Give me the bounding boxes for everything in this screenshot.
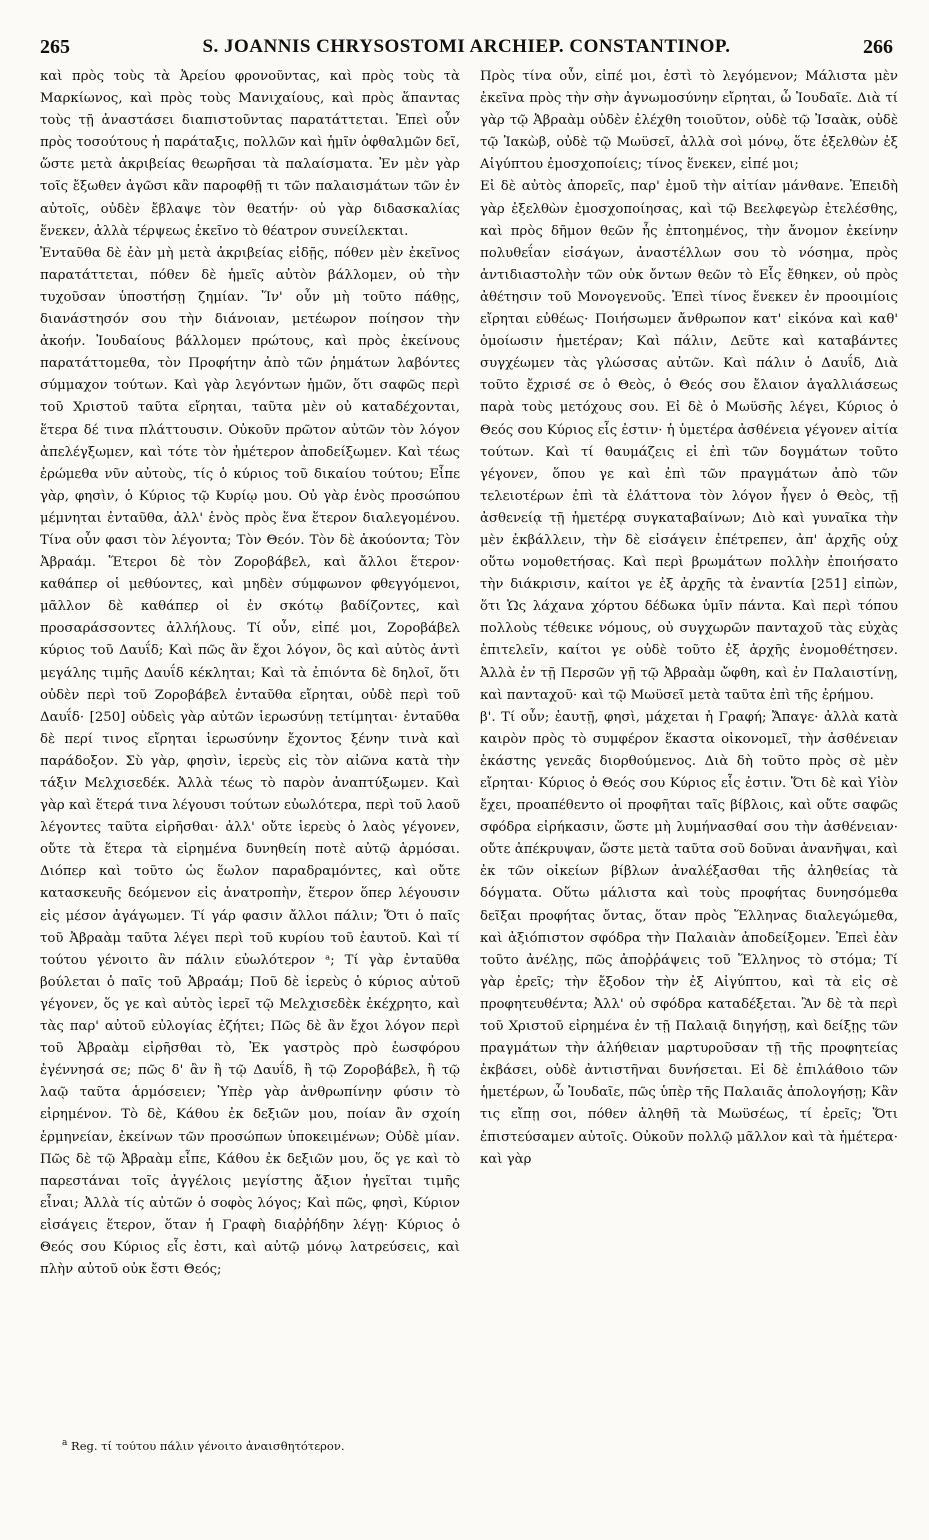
page-header	[40, 36, 893, 62]
footnote-text: Reg. τί τούτου πάλιν γένοιτο ἀναισθητότερον.	[71, 1438, 345, 1453]
left-paragraph-1: καὶ πρὸς τοὺς τὰ Ἀρείου φρονοῦντας, καὶ πρὸς τοὺς τὰ Μαρκίωνος, καὶ πρὸς τοὺς Μανιχαίους, καὶ πρὸς ἅπαντας τοὺς τῇ ἀναστάσει διαπιστοῦντας παρατάττεται. Ἐπεὶ οὖν πρὸς τοσούτους ἡ παράταξις, πολλῶν καὶ ἡμῖν ὀφθαλμῶν δεῖ, ὥστε μετὰ ἀκριβείας θεωρῆσαι τὰ παλαίσματα. Ἐν μὲν γὰρ τοῖς ἔξωθεν ἀγῶσι κἂν παροφθῇ τι τῶν παλαισμάτων τῶν ἐν αὐτοῖς, οὐδὲν ἔβλαψε τὸν θεατήν· οὐ γὰρ διδασκαλίας ἕνεκεν, ἀλλὰ τέρψεως ἐκεῖνο τὸ θέατρον συνείλεκται.	[40, 69, 460, 239]
right-paragraph-2: Εἰ δὲ αὐτὸς ἀπορεῖς, παρ' ἐμοῦ τὴν αἰτίαν μάνθανε. Ἐπειδὴ γὰρ ἐξελθὼν ἐμοσχοποίησας, καὶ τῷ Βεελφεγὼρ ἐτελέσθης, καὶ πρὸς δῆμον θεῶν ἧς ἐπτοημένος, τὴν ἄνομον ἐκείνην πολυθεΐαν εἰσάγων, ἀναστέλλων σου τὸ νόσημα, πρὸς ἀντιδιαστολὴν τῶν οὐκ ὄντων θεῶν τὸ Εἷς ἔθηκεν, οὐ πρὸς ἀθέτησιν τοῦ Μονογενοῦς. Ἐπεὶ τίνος ἕνεκεν ἐν προοιμίοις εἴρηται εὐθέως· Ποιήσωμεν ἄνθρωπον κατ' εἰκόνα καὶ καθ' ὁμοίωσιν ἡμετέραν; Καὶ πάλιν, Δεῦτε καὶ καταβάντες συγχέωμεν τὰς γλώσσας αὐτῶν. Καὶ πάλιν ὁ Δαυΐδ, Διὰ τοῦτο ἔχρισέ σε ὁ Θεὸς, ὁ Θεός σου ἔλαιον ἀγαλλιάσεως παρὰ τοὺς μετόχους σου. Εἰ δὲ ὁ Μωϋσῆς λέγει, Κύριος ὁ Θεός σου Κύριος εἷς ἐστιν· ἡ ὑμετέρα ἀσθένεια γέγονεν αἰτία τούτων. Καὶ τί θαυμάζεις εἰ ἐπὶ τῶν δογμάτων τοῦτο γέγονεν, ὅπου γε καὶ ἐπὶ τῶν πραγμάτων ἀπὸ τῶν τελειοτέρων ἐπὶ τὰ ἐλάττονα τὸν λόγον ἦγεν ὁ Θεὸς, τῇ ἀσθενείᾳ τῇ ἡμετέρᾳ συγκαταβαίνων; Διὸ καὶ γυναῖκα τὴν μὲν ἐκβάλλειν, τὴν δὲ εἰσάγειν ἐπέτρεπεν, ἀπ' ἀρχῆς οὐχ οὕτω νομοθετήσας. Καὶ περὶ βρωμάτων πολλὴν ἐποιήσατο τὴν διάκρισιν, καίτοι γε ἐξ ἀρχῆς τὰ ἐναντία [251] εἰπὼν, ὅτι Ὡς λάχανα χόρτου δέδωκα ὑμῖν πάντα. Καὶ περὶ τόπου πολλοὺς τέθεικε νόμους, οὐ συγχωρῶν πανταχοῦ τὰς εὐχὰς ἐπιτελεῖν, καίτοι γε οὐδὲ τοῦτο ἐξ ἀρχῆς ἐνομοθέτησεν. Ἀλλὰ ἐν τῇ Περσῶν γῇ τῷ Ἀβραὰμ ὤφθη, καὶ ἐν Παλαιστίνῃ, καὶ πανταχοῦ· καὶ τῷ Μωϋσεῖ μετὰ ταῦτα ἐπὶ τῆς ἐρήμου.	[480, 179, 898, 703]
right-paragraph-1: Πρὸς τίνα οὖν, εἰπέ μοι, ἐστὶ τὸ λεγόμενον; Μάλιστα μὲν ἐκεῖνα πρὸς τὴν σὴν ἀγνωμοσύνην εἴρηται, ὦ Ἰουδαῖε. Διὰ τί γὰρ τῷ Ἀβραὰμ οὐδὲν ἐλέχθη τοιοῦτον, οὐδὲ τῷ Ἰσαὰκ, οὐδὲ τῷ Ἰακὼβ, οὐδὲ τῷ Μωϋσεῖ, ἀλλὰ σοὶ μόνῳ, ὅτε ἐξελθὼν ἐξ Αἰγύπτου ἐμοσχοποίεις; τίνος ἕνεκεν, εἰπέ μοι;	[480, 69, 898, 173]
right-paragraph-3: β'. Τί οὖν; ἑαυτῇ, φησὶ, μάχεται ἡ Γραφή; Ἄπαγε· ἀλλὰ κατὰ καιρὸν πρὸς τὸ συμφέρον ἕκαστα οἰκονομεῖ, τὴν ἀσθένειαν ἑκάστης γενεᾶς διορθούμενος. Διὰ δὴ τοῦτο πρὸς σὲ μὲν εἴρηται· Κύριος ὁ Θεός σου Κύριος εἷς ἐστιν. Ὅτι δὲ καὶ Υἱὸν ἔχει, προαπέθεντο οἱ προφῆται ταῖς βίβλοις, καὶ οὔτε σαφῶς σφόδρα εἰρήκασιν, ὥστε μὴ λυμήνασθαί σου τὴν ἀσθένειαν· οὔτε ἀπέκρυψαν, ὥστε μετὰ ταῦτα σοῦ δοῦναι ἀνανῆψαι, καὶ ἐκ τῶν οἰκείων βίβλων ἀναλέξασθαι τῆς ἀληθείας τὰ δόγματα. Οὕτω μάλιστα καὶ τοὺς προφήτας δυνησόμεθα δεῖξαι προφήτας ὄντας, ὅταν πρὸς Ἕλληνας διαλεγώμεθα, καὶ ἀξιόπιστον σφόδρα τὴν Παλαιὰν ἀποδείξομεν. Ἐπεὶ ἐὰν τοῦτο ἀνέλῃς, πῶς ἀποῤῥάψεις τοῦ Ἕλληνος τὸ στόμα; Τί γὰρ ἐρεῖς; τὴν ἔξοδον τὴν ἐξ Αἰγύπτου, καὶ τὰ εἰς σὲ προφητευθέντα; Ἀλλ' οὐ σφόδρα καταδέξεται. Ἂν δὲ τὰ περὶ τοῦ Χριστοῦ εἰρημένα ἐν τῇ Παλαιᾷ διηγήσῃ, καὶ δείξῃς τῶν πραγμάτων τὴν ἀλήθειαν μαρτυροῦσαν τῇ τῆς προφητείας ἐκβάσει, οὐδὲ ἀντιστῆναι δυνήσεται. Εἰ δὲ ἐπιλάθοιο τῶν ἡμετέρων, ὦ Ἰουδαῖε, πῶς ὑπὲρ τῆς Παλαιᾶς ἀπολογήσῃ; Κἂν τις εἴπῃ σοι, πόθεν ἀληθῆ τὰ Μωϋσέως, τί ἐρεῖς; Ὅτι ἐπιστεύσαμεν αὐτοῖς. Οὐκοῦν πολλῷ μᾶλλον καὶ τὰ ἡμέτερα· καὶ γὰρ	[480, 709, 898, 1167]
page-number-right: 266	[863, 36, 893, 58]
footnote	[62, 1435, 462, 1454]
left-paragraph-2: Ἐνταῦθα δὲ ἐὰν μὴ μετὰ ἀκριβείας εἰδῇς, πόθεν μὲν ἐκεῖνος παρατάττεται, πόθεν δὲ ἡμεῖς αὐτὸν βάλλομεν, οὐ τὴν τυχοῦσαν ὑποστήσῃ ζημίαν. Ἵν' οὖν μὴ τοῦτο πάθῃς, διανάστησόν σου τὴν διάνοιαν, μετέωρον ποίησον τὴν ἀκοήν. Ἰουδαίους βάλλομεν πρώτους, καὶ πρὸς ἐκείνους παρατάττομεθα, τὸν Προφήτην ἀπὸ τῶν ῥημάτων λαβόντες σύμμαχον τούτων. Καὶ γὰρ λεγόντων ἡμῶν, ὅτι σαφῶς περὶ τοῦ Χριστοῦ ταῦτα εἴρηται, ταῦτα μὲν οὐ καταδέχονται, ἕτερα δέ τινα πλάττουσιν. Οὐκοῦν πρῶτον αὐτῶν τὸν λόγον ἀπελέγξωμεν, καὶ τότε τὸν ἡμέτερον ἀποδείξωμεν. Καὶ τέως ἐρώμεθα νῦν αὐτοὺς, τίς ὁ κύριος τοῦ δικαίου τούτου; Εἶπε γὰρ, φησὶν, ὁ Κύριος τῷ Κυρίῳ μου. Οὐ γὰρ ἑνὸς προσώπου μέμνηται ἐνταῦθα, ἀλλ' ἑνὸς πρὸς ἕνα ἕτερον διαλεγομένου. Τίνα οὖν φασι τὸν λέγοντα; Τὸν Θεόν. Τὸν δὲ ἀκούοντα; Τὸν Ἀβραάμ. Ἕτεροι δὲ τὸν Ζοροβάβελ, καὶ ἄλλοι ἕτερον· καθάπερ οἱ μεθύοντες, καὶ μηδὲν σύμφωνον φθεγγόμενοι, μᾶλλον δὲ καθάπερ οἱ ἐν σκότῳ βαδίζοντες, καὶ προσαράσσοντες ἀλλήλους. Τί οὖν, εἰπέ μοι, Ζοροβάβελ κύριος τοῦ Δαυΐδ; Καὶ πῶς ἂν ἔχοι λόγον, ὃς καὶ αὐτὸς ἀντὶ μεγάλης τιμῆς Δαυΐδ κέκληται; Καὶ τὰ ἐπιόντα δὲ δηλοῖ, ὅτι οὐδὲν περὶ τοῦ Ζοροβάβελ ἐνταῦθα εἴρηται, οὐδὲ περὶ τοῦ Δαυΐδ· [250] οὐδεὶς γὰρ αὐτῶν ἱερωσύνῃ τετίμηται· ἐνταῦθα δὲ περί τινος εἴρηται ἱερωσύνην ἔχοντος ξένην τινὰ καὶ παράδοξον. Σὺ γὰρ, φησὶν, ἱερεὺς εἰς τὸν αἰῶνα κατὰ τὴν τάξιν Μελχισεδέκ. Ἀλλὰ τέως τὸ παρὸν ἀναπτύξωμεν. Καὶ γὰρ καὶ ἕτερά τινα λέγουσι τούτων εὐωλότερα, περὶ τοῦ λαοῦ λέγοντες ταῦτα εἰρῆσθαι· ἀλλ' οὔτε ἱερεὺς ὁ λαὸς γέγονεν, οὔτε τὰ ἕτερα τὰ εἰρημένα δυνηθείη ποτὲ αὐτῷ ἁρμόσαι. Διόπερ καὶ τοῦτο ὡς ἕωλον παραδραμόντες, καὶ οὔτε κατασκευῆς δεόμενον εἰς ἀνατροπὴν, ἕτερον ὅπερ λέγουσιν εἰς μέσον ἀγάγωμεν. Τί γάρ φασιν ἄλλοι πάλιν; Ὅτι ὁ παῖς τοῦ Ἀβραὰμ ταῦτα λέγει περὶ τοῦ κυρίου τοῦ ἑαυτοῦ. Καὶ τί τούτου γένοιτο ἂν πάλιν εὐωλότερον ᵃ; Τί γὰρ ἐνταῦθα βούλεται ὁ παῖς τοῦ Ἀβραάμ; Ποῦ δὲ ἱερεὺς ὁ κύριος αὐτοῦ γέγονεν, ὅς γε καὶ αὐτὸς ἱερεῖ τῷ Μελχισεδὲκ ἐκέχρητο, καὶ τὰς παρ' αὐτοῦ εὐλογίας ἐζήτει; Πῶς δὲ ἂν ἔχοι λόγον περὶ τοῦ Ἀβραὰμ εἰρῆσθαι τὸ, Ἐκ γαστρὸς πρὸ ἑωσφόρου ἐγέννησά σε; πῶς δ' ἂν ἢ τῷ Δαυΐδ, ἢ τῷ Ζοροβάβελ, ἢ τῷ λαῷ ταῦτα ἁρμόσειεν; Ὑπὲρ γὰρ ἀνθρωπίνην φύσιν τὸ εἰρημένον. Τὸ δὲ, Κάθου ἐκ δεξιῶν μου, ποίαν ἂν σχοίη ἑρμηνείαν, ἐκείνων τῶν προσώπων ὑποκειμένων; Οὐδὲ μίαν. Πῶς δὲ τῷ Ἀβραὰμ εἶπε, Κάθου ἐκ δεξιῶν μου, ὅς γε καὶ τὸ παρεστάναι τοῖς ἀγγέλοις μεγίστης ἄξιον ἡγεῖται τιμῆς εἶναι; Ἀλλὰ τίς αὐτῶν ὁ σοφὸς λόγος; Καὶ πῶς, φησὶ, Κύριον εἰσάγεις ἕτερον, ὅταν ἡ Γραφὴ διαῤῥήδην λέγῃ· Κύριος ὁ Θεός σου Κύριος εἷς ἐστι, καὶ αὐτῷ μόνῳ λατρεύσεις, καὶ πλὴν αὐτοῦ οὐκ ἔστι Θεός;	[40, 245, 460, 1278]
right-column	[480, 66, 898, 1171]
running-title: S. JOANNIS CHRYSOSTOMI ARCHIEP. CONSTANTINOP.	[202, 36, 731, 57]
footnote-marker: a	[62, 1438, 68, 1448]
left-column	[40, 66, 460, 1281]
page-number-left: 265	[40, 36, 70, 58]
